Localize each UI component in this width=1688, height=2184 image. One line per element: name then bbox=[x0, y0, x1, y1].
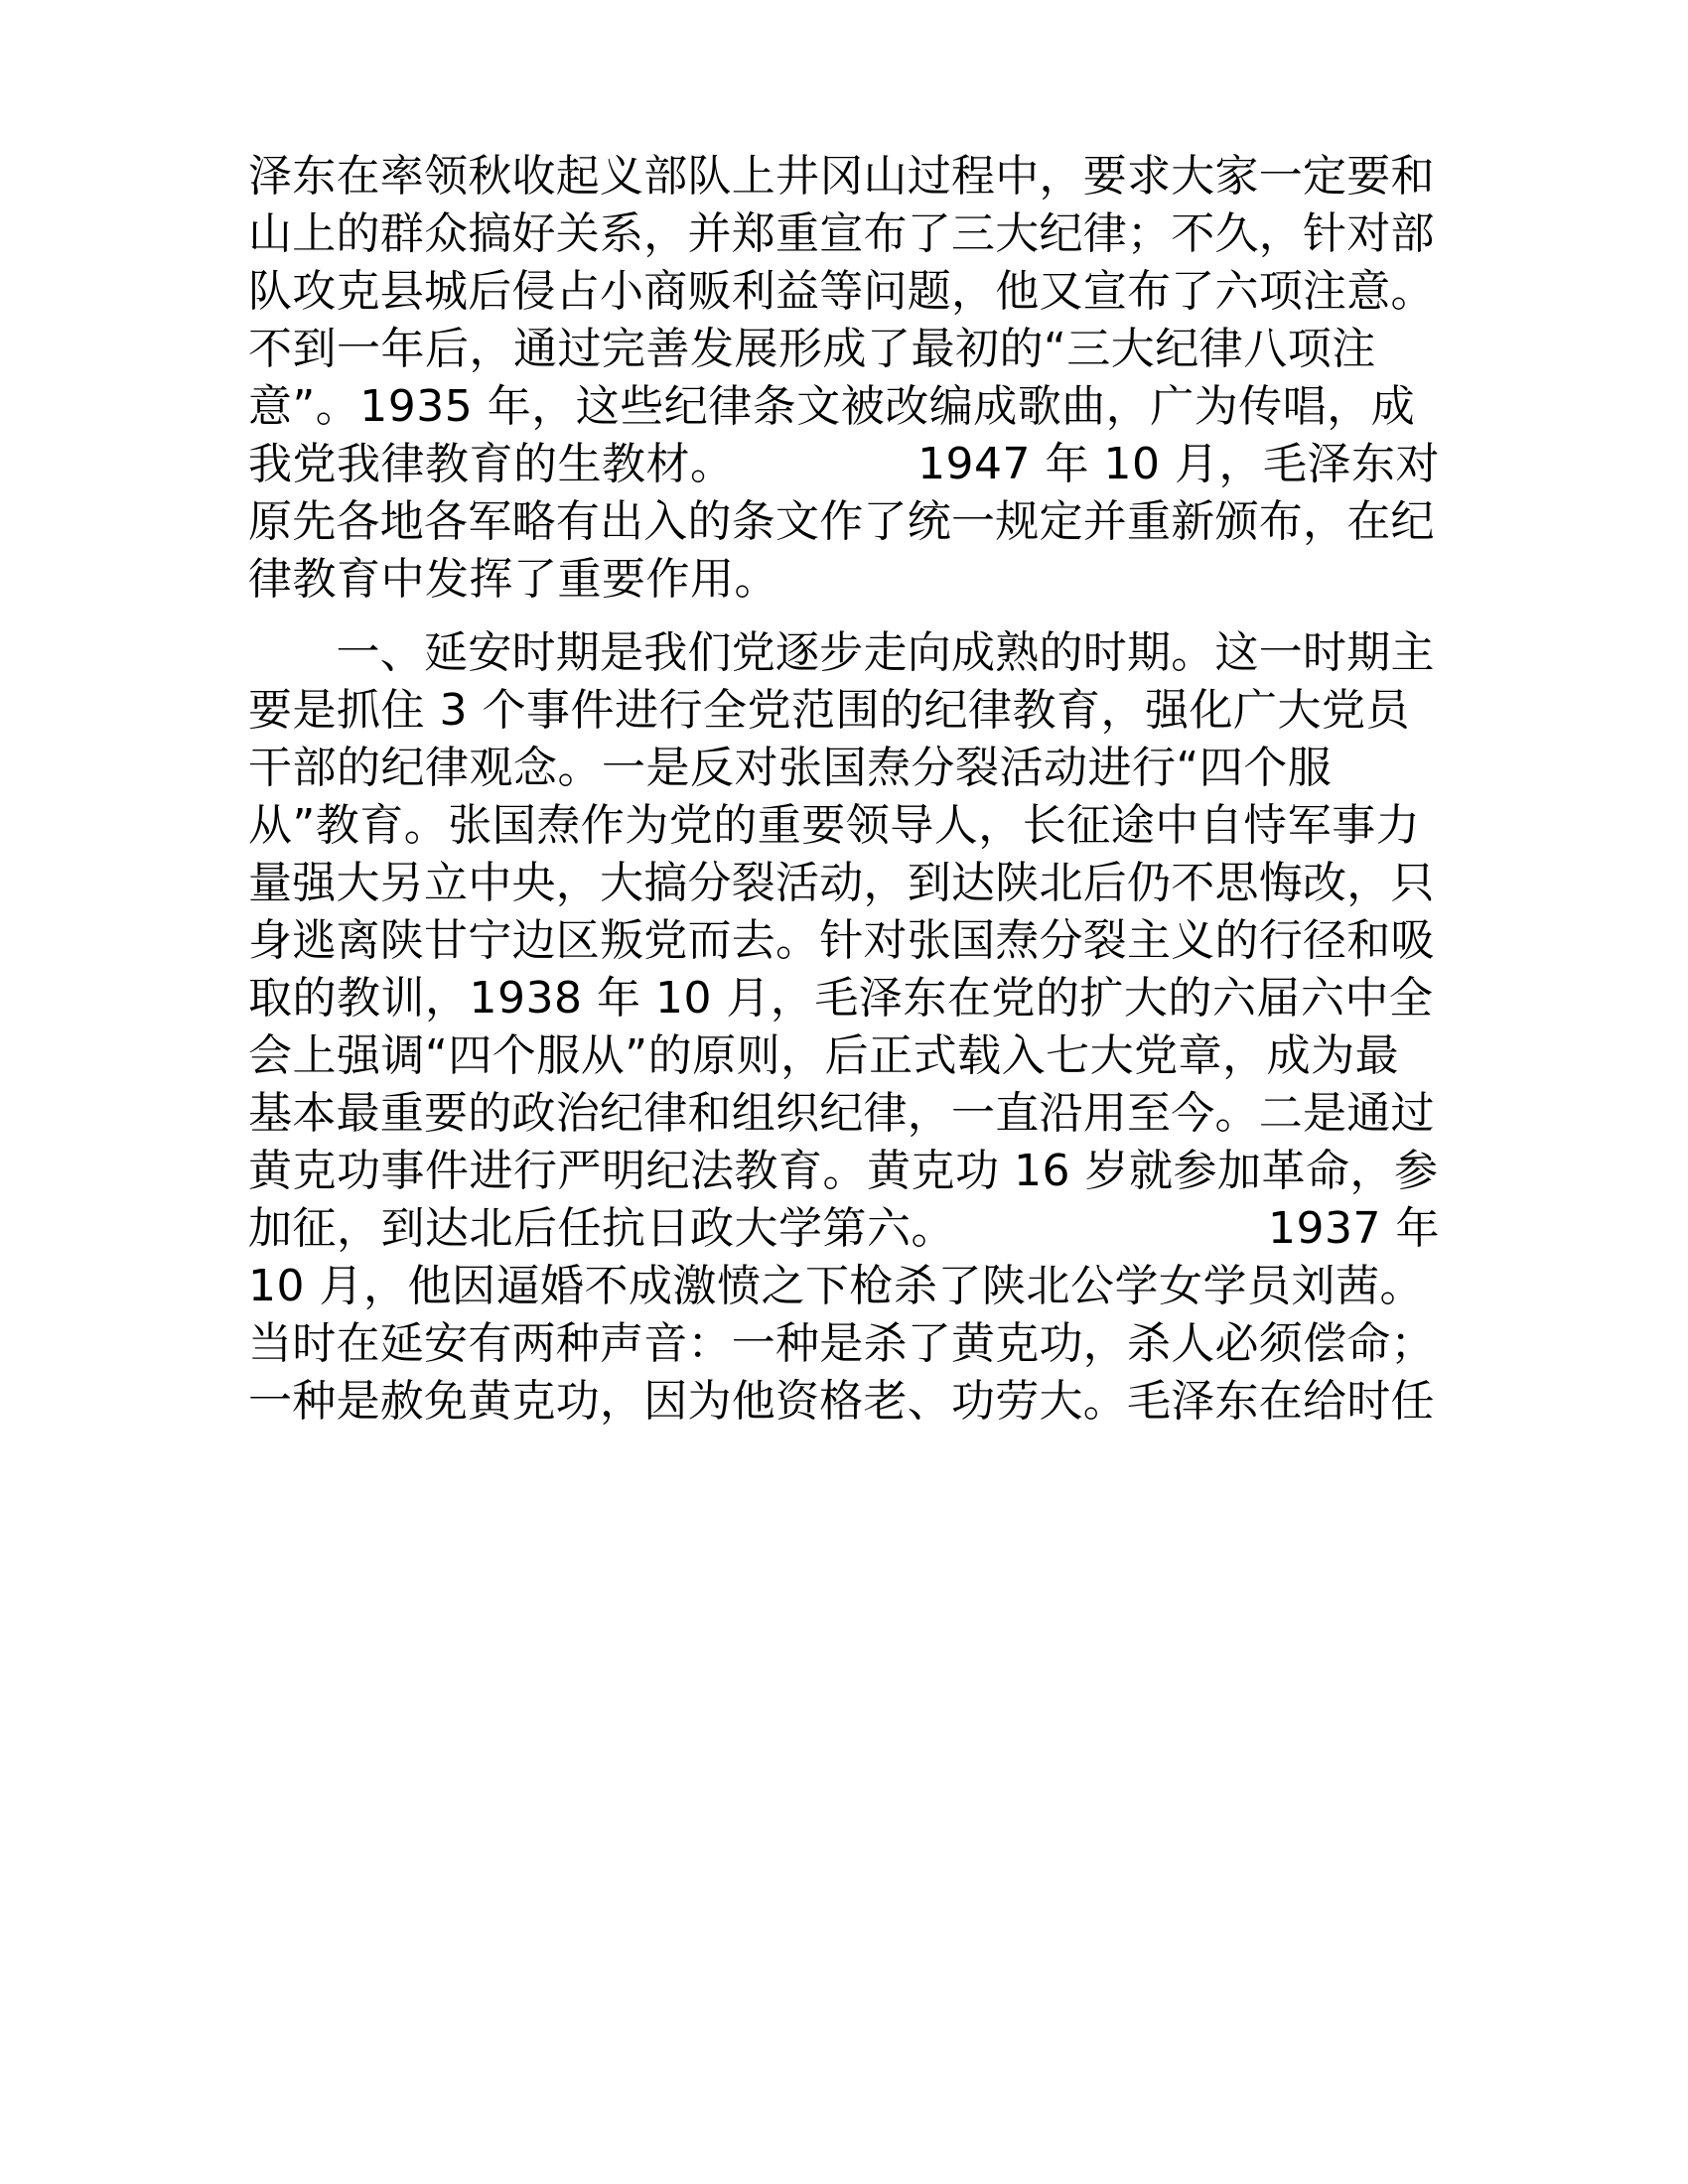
text-line-left: 我党我律教育的生教材。 bbox=[248, 439, 735, 489]
text-line: 黄克功事件进行严明纪法教育。黄克功 16 岁就参加革命，参 bbox=[248, 1146, 1439, 1196]
text-line: 队攻克县城后侵占小商贩利益等问题，他又宣布了六项注意。 bbox=[248, 266, 1435, 317]
text-line: 基本最重要的政治纪律和组织纪律，一直沿用至今。二是通过 bbox=[248, 1088, 1435, 1139]
text-line-right: 1947 年 10 月，毛泽东对 bbox=[917, 439, 1440, 489]
text-line: 不到一年后，通过完善发展形成了最初的“三大纪律八项注 bbox=[248, 324, 1376, 374]
text-line-left: 加征，到达北后任抗日政大学第六。 bbox=[248, 1203, 955, 1254]
text-line: 干部的纪律观念。一是反对张国焘分裂活动进行“四个服 bbox=[248, 743, 1333, 793]
text-line: 当时在延安有两种声音：一种是杀了黄克功，杀人必须偿命； bbox=[248, 1318, 1435, 1369]
text-line: 意”。1935 年，这些纪律条文被改编成歌曲，广为传唱，成 bbox=[248, 381, 1416, 432]
text-line: 要是抓住 3 个事件进行全党范围的纪律教育，强化广大党员 bbox=[248, 685, 1410, 736]
text-line: 从”教育。张国焘作为党的重要领导人，长征途中自恃军事力 bbox=[248, 800, 1421, 851]
text-line: 一、延安时期是我们党逐步走向成熟的时期。这一时期主 bbox=[248, 627, 1435, 678]
text-line: 律教育中发挥了重要作用。 bbox=[248, 554, 778, 605]
text-line: 一种是赦免黄克功，因为他资格老、功劳大。毛泽东在给时任 bbox=[248, 1376, 1435, 1427]
text-line: 山上的群众搞好关系，并郑重宣布了三大纪律；不久，针对部 bbox=[248, 208, 1435, 259]
text-line: 10 月，他因逼婚不成激愤之下枪杀了陕北公学女学员刘茜。 bbox=[248, 1261, 1424, 1311]
text-line: 泽东在率领秋收起义部队上井冈山过程中，要求大家一定要和 bbox=[248, 151, 1435, 202]
text-line: 取的教训，1938 年 10 月，毛泽东在党的扩大的六届六中全 bbox=[248, 973, 1434, 1024]
text-line bbox=[248, 1199, 1440, 1259]
text-line-right: 1937 年 bbox=[1268, 1203, 1440, 1254]
text-line: 原先各地各军略有出入的条文作了统一规定并重新颁布，在纪 bbox=[248, 496, 1435, 547]
text-line bbox=[248, 435, 1440, 494]
text-line: 身逃离陕甘宁边区叛党而去。针对张国焘分裂主义的行径和吸 bbox=[248, 915, 1435, 966]
text-line: 量强大另立中央，大搞分裂活动，到达陕北后仍不思悔改，只 bbox=[248, 858, 1435, 908]
text-line: 会上强调“四个服从”的原则，后正式载入七大党章，成为最 bbox=[248, 1030, 1400, 1081]
